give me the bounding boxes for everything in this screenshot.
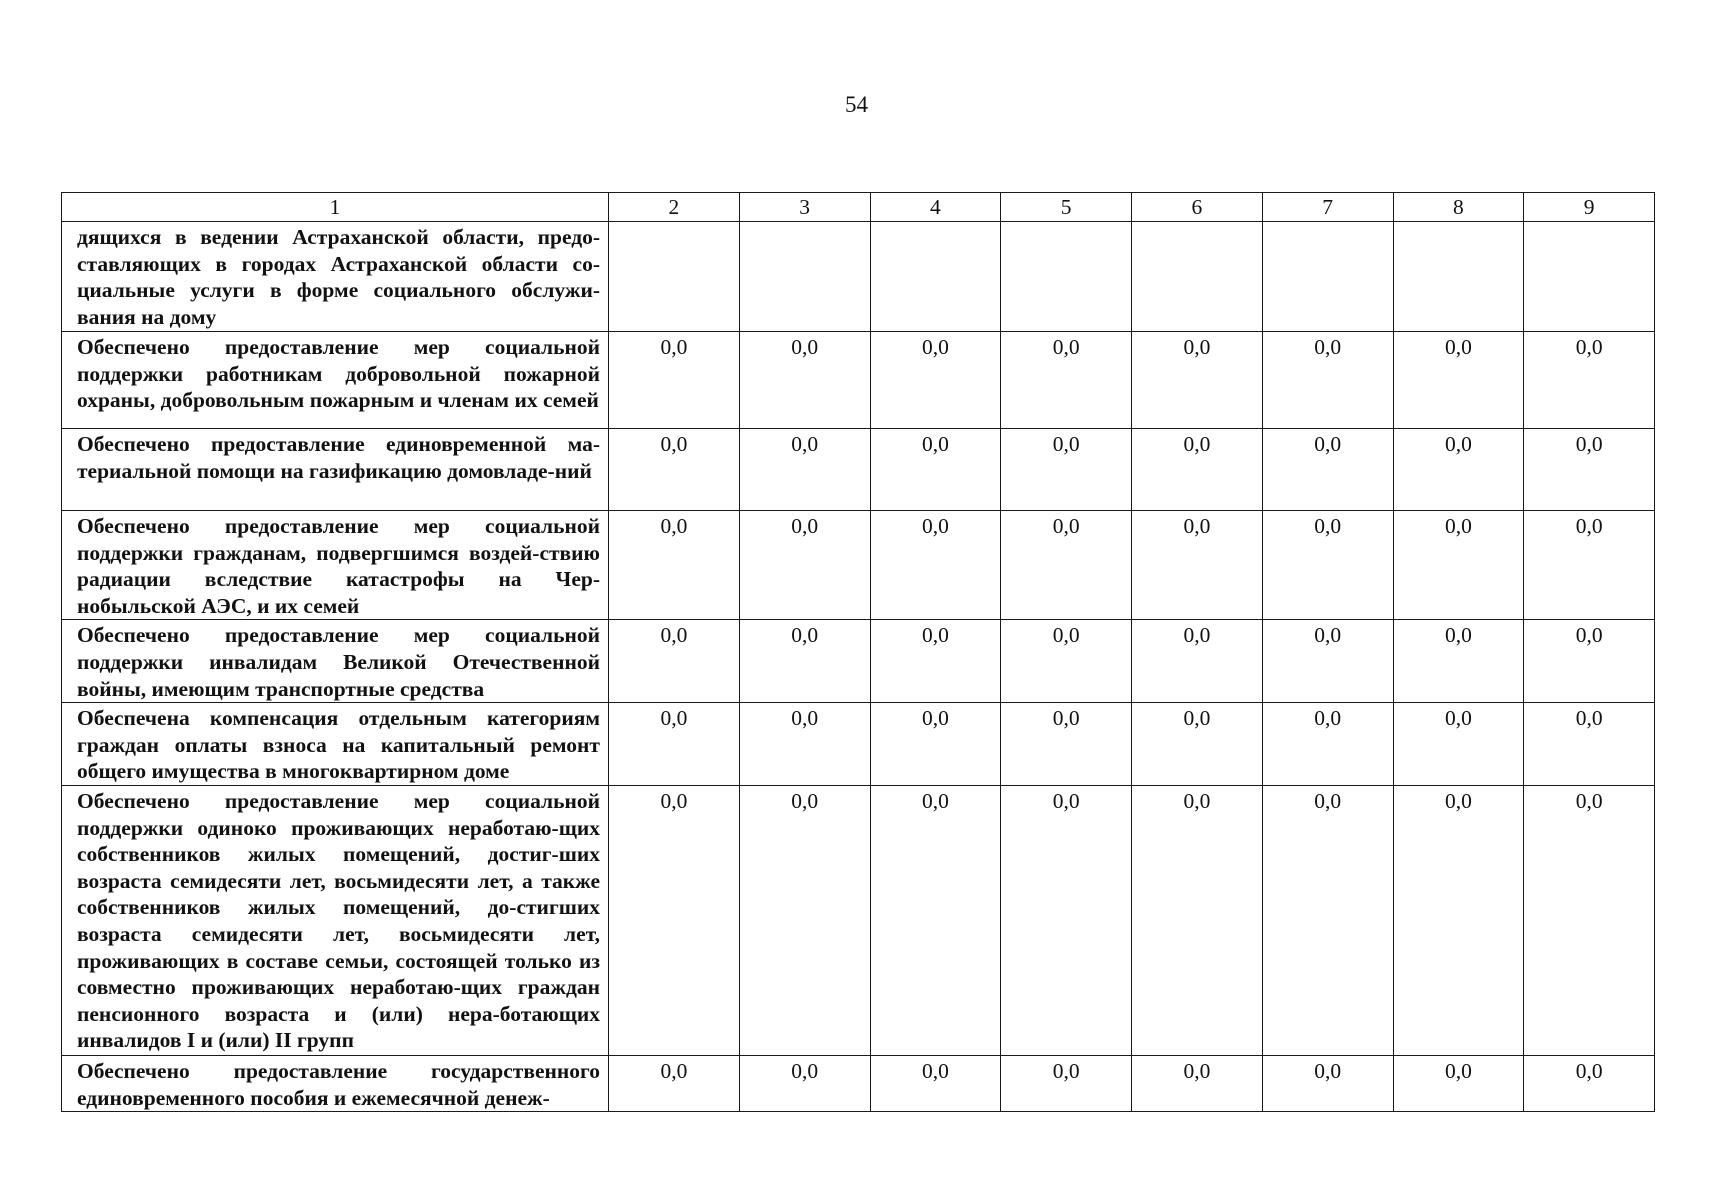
value-cell: 0,0 bbox=[1393, 703, 1524, 786]
value-cell: 0,0 bbox=[739, 429, 870, 511]
value-cell: 0,0 bbox=[870, 620, 1001, 703]
value-cell bbox=[1262, 222, 1393, 332]
column-header-2: 2 bbox=[609, 193, 740, 222]
value-cell: 0,0 bbox=[1262, 511, 1393, 620]
value-cell: 0,0 bbox=[1393, 785, 1524, 1055]
value-cell: 0,0 bbox=[1001, 332, 1132, 429]
value-cell: 0,0 bbox=[1393, 332, 1524, 429]
value-cell bbox=[609, 222, 740, 332]
value-cell: 0,0 bbox=[1524, 429, 1655, 511]
value-cell: 0,0 bbox=[1132, 620, 1263, 703]
table-row bbox=[62, 1055, 1655, 1111]
row-description: Обеспечено предоставление мер социальной поддержки работникам добровольной пожарной охраны, добровольным пожарным и членам их семей bbox=[62, 332, 609, 429]
table-header bbox=[62, 193, 1655, 222]
table-body bbox=[62, 222, 1655, 1112]
value-cell: 0,0 bbox=[1132, 332, 1263, 429]
value-cell: 0,0 bbox=[1262, 785, 1393, 1055]
column-header-3: 3 bbox=[739, 193, 870, 222]
value-cell: 0,0 bbox=[1001, 785, 1132, 1055]
header-row bbox=[62, 193, 1655, 222]
value-cell bbox=[739, 222, 870, 332]
value-cell: 0,0 bbox=[739, 785, 870, 1055]
value-cell: 0,0 bbox=[1001, 620, 1132, 703]
column-header-9: 9 bbox=[1524, 193, 1655, 222]
value-cell: 0,0 bbox=[1262, 332, 1393, 429]
column-header-8: 8 bbox=[1393, 193, 1524, 222]
column-header-6: 6 bbox=[1132, 193, 1263, 222]
value-cell: 0,0 bbox=[1132, 785, 1263, 1055]
value-cell: 0,0 bbox=[1132, 1055, 1263, 1111]
data-table bbox=[61, 192, 1655, 1112]
value-cell: 0,0 bbox=[1393, 1055, 1524, 1111]
value-cell bbox=[1132, 222, 1263, 332]
page-number: 54 bbox=[845, 92, 868, 117]
table-row bbox=[62, 511, 1655, 620]
value-cell bbox=[1524, 222, 1655, 332]
value-cell: 0,0 bbox=[609, 703, 740, 786]
value-cell: 0,0 bbox=[609, 429, 740, 511]
value-cell bbox=[870, 222, 1001, 332]
value-cell: 0,0 bbox=[870, 1055, 1001, 1111]
value-cell: 0,0 bbox=[1524, 332, 1655, 429]
value-cell: 0,0 bbox=[609, 785, 740, 1055]
row-description: Обеспечена компенсация отдельным категориям граждан оплаты взноса на капитальный ремонт общего имущества в многоквартирном доме bbox=[62, 703, 609, 786]
table-row bbox=[62, 429, 1655, 511]
row-description: Обеспечено предоставление мер социальной поддержки одиноко проживающих неработаю-щих собственников жилых помещений, достиг-ших возраста семидесяти лет, восьмидесяти лет, а также собственников жилых помещений, до-стигших возраста семидесяти лет, восьмидесяти лет, проживающих в составе семьи, состоящей только из совместно проживающих неработаю-щих граждан пенсионного возраста и (или) нера-ботающих инвалидов I и (или) II групп bbox=[62, 785, 609, 1055]
table-row bbox=[62, 332, 1655, 429]
table-row bbox=[62, 703, 1655, 786]
value-cell: 0,0 bbox=[739, 511, 870, 620]
value-cell: 0,0 bbox=[1262, 620, 1393, 703]
value-cell: 0,0 bbox=[1393, 429, 1524, 511]
value-cell: 0,0 bbox=[1524, 785, 1655, 1055]
value-cell: 0,0 bbox=[870, 332, 1001, 429]
value-cell bbox=[1001, 222, 1132, 332]
value-cell: 0,0 bbox=[1262, 703, 1393, 786]
value-cell: 0,0 bbox=[609, 332, 740, 429]
column-header-7: 7 bbox=[1262, 193, 1393, 222]
column-header-1: 1 bbox=[62, 193, 609, 222]
value-cell: 0,0 bbox=[1524, 511, 1655, 620]
value-cell: 0,0 bbox=[739, 332, 870, 429]
value-cell: 0,0 bbox=[870, 511, 1001, 620]
value-cell: 0,0 bbox=[1001, 429, 1132, 511]
value-cell: 0,0 bbox=[870, 703, 1001, 786]
value-cell: 0,0 bbox=[870, 785, 1001, 1055]
value-cell: 0,0 bbox=[1262, 1055, 1393, 1111]
value-cell: 0,0 bbox=[870, 429, 1001, 511]
table-row bbox=[62, 785, 1655, 1055]
row-description: Обеспечено предоставление мер социальной поддержки инвалидам Великой Отечественной войны, имеющим транспортные средства bbox=[62, 620, 609, 703]
column-header-5: 5 bbox=[1001, 193, 1132, 222]
table-row bbox=[62, 222, 1655, 332]
value-cell: 0,0 bbox=[1524, 1055, 1655, 1111]
row-description: Обеспечено предоставление государственного единовременного пособия и ежемесячной денеж- bbox=[62, 1055, 609, 1111]
value-cell: 0,0 bbox=[1132, 429, 1263, 511]
value-cell: 0,0 bbox=[1262, 429, 1393, 511]
value-cell bbox=[1393, 222, 1524, 332]
value-cell: 0,0 bbox=[1393, 620, 1524, 703]
value-cell: 0,0 bbox=[609, 511, 740, 620]
value-cell: 0,0 bbox=[1132, 511, 1263, 620]
value-cell: 0,0 bbox=[1001, 511, 1132, 620]
row-description: дящихся в ведении Астраханской области, предо-ставляющих в городах Астраханской области со-циальные услуги в форме социального обслужи-вания на дому bbox=[62, 222, 609, 332]
value-cell: 0,0 bbox=[609, 620, 740, 703]
value-cell: 0,0 bbox=[1132, 703, 1263, 786]
value-cell: 0,0 bbox=[1393, 511, 1524, 620]
table-row bbox=[62, 620, 1655, 703]
value-cell: 0,0 bbox=[1001, 703, 1132, 786]
column-header-4: 4 bbox=[870, 193, 1001, 222]
value-cell: 0,0 bbox=[739, 1055, 870, 1111]
value-cell: 0,0 bbox=[609, 1055, 740, 1111]
value-cell: 0,0 bbox=[1001, 1055, 1132, 1111]
value-cell: 0,0 bbox=[1524, 620, 1655, 703]
value-cell: 0,0 bbox=[739, 620, 870, 703]
value-cell: 0,0 bbox=[1524, 703, 1655, 786]
value-cell: 0,0 bbox=[739, 703, 870, 786]
row-description: Обеспечено предоставление мер социальной поддержки гражданам, подвергшимся воздей-ствию радиации вследствие катастрофы на Чер-нобыльской АЭС, и их семей bbox=[62, 511, 609, 620]
row-description: Обеспечено предоставление единовременной ма-териальной помощи на газификацию домовладе-ний bbox=[62, 429, 609, 511]
